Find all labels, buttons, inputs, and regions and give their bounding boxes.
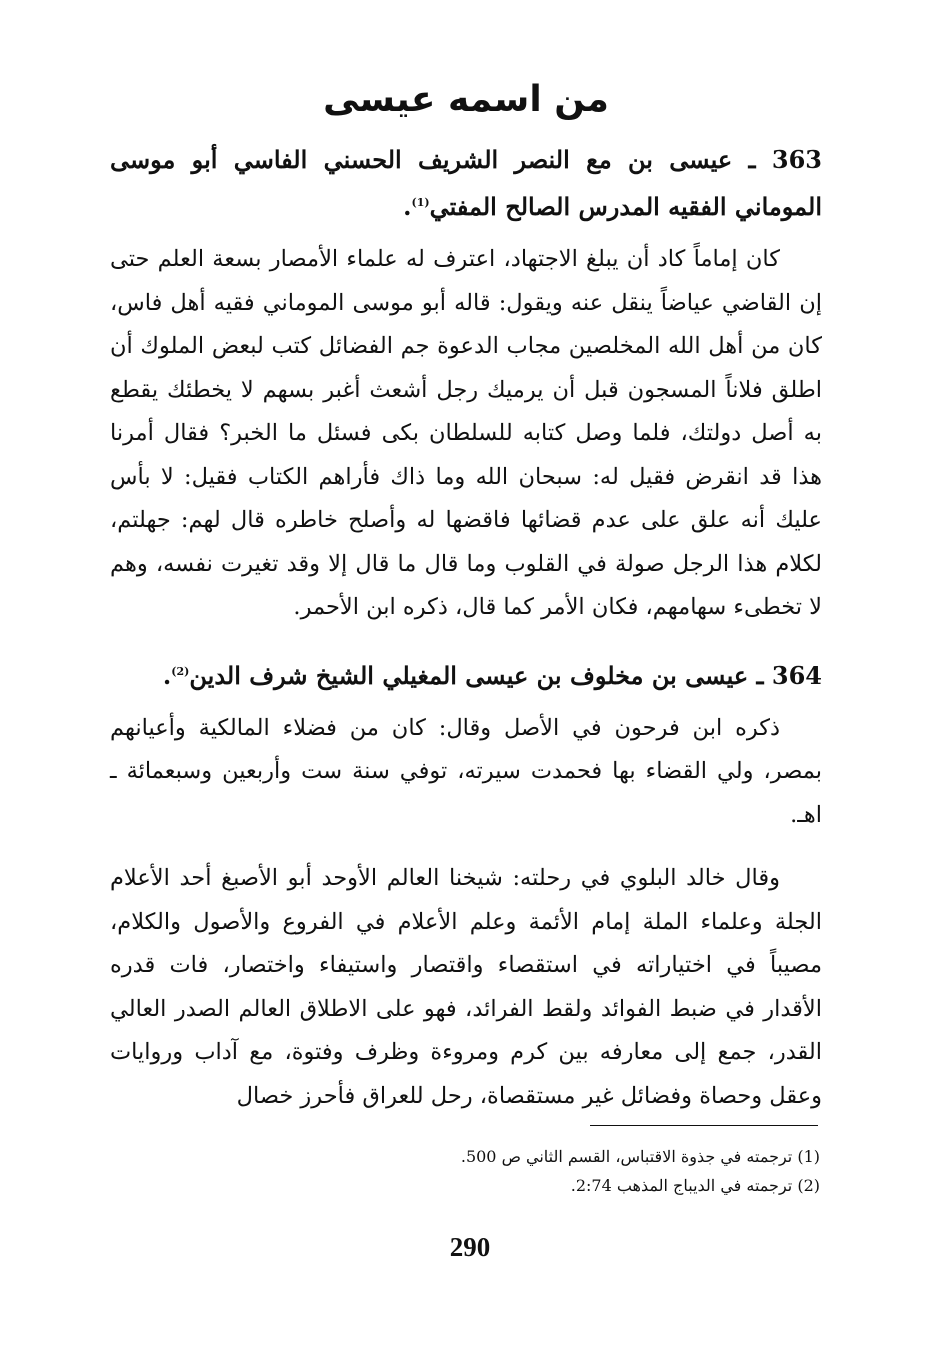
page-number: 290 xyxy=(449,1232,491,1262)
footnotes xyxy=(350,1142,820,1200)
footnote-ref[interactable]: (1) xyxy=(411,196,430,209)
entry-heading-text: ـ عيسى بن مخلوف بن عيسى المغيلي الشيخ شرف الدين xyxy=(189,660,772,690)
entry-paragraph: وقال خالد البلوي في رحلته: شيخنا العالم الأوحد أبو الأصبغ أحد الأعلام الجلة وعلماء الملة إمام الأئمة وعلم الأعلام في الفروع والأصول والكلام، مصيباً في اختياراته في استقصاء واقتصار واستيفاء واختصار، فات قدره الأقدار في ضبط الفوائد ولقط الفرائد، فهو على الاطلاق العالم الصدر العالي القدر، جمع إلى معارفه بين كرم ومروءة وظرف وفتوة، مع آداب وروايات وعقل وحصاة وفضائل غير مستقصاة، رحل للعراق فأحرز خصال xyxy=(110,865,823,1109)
entry-number: 363 xyxy=(771,145,822,174)
chapter-title: من اسمه عيسى xyxy=(323,79,609,120)
footnote-1: (1) ترجمته في جذوة الاقتباس، القسم الثاني ص 500. xyxy=(460,1147,820,1166)
footnote-ref[interactable]: (2) xyxy=(171,664,190,678)
entry-heading-363: 363 ـ عيسى بن مع النصر الشريف الحسني الفاسي أبو موسى الموماني الفقيه المدرس الصالح المفتي$^{(1)}$. xyxy=(110,145,822,221)
entry-number: 364 xyxy=(771,660,822,690)
entry-heading-364: 364 ـ عيسى بن مخلوف بن عيسى المغيلي الشيخ شرف الدين$^{(2)}$. xyxy=(162,660,822,690)
entry-paragraph: كان إماماً كاد أن يبلغ الاجتهاد، اعترف له علماء الأمصار بسعة العلم حتى إن القاضي عياضاً ينقل عنه ويقول: قاله أبو موسى الموماني فقيه أهل فاس، كان من أهل الله المخلصين مجاب الدعوة جم الفضائل كتب لبعض الملوك أن اطلق فلاناً المسجون قبل أن يرميك رجل أشعث أغبر بسهم لا يخطئك يقطع به أصل دولتك، فلما وصل كتابه للسلطان بكى فسئل ما الخبر؟ فقال أمرنا هذا قد انقرض فقيل له: سبحان الله وما ذاك فأراهم الكتاب فقيل: لا بأس عليك أنه علق على عدم قضائها فاقضها له وأصلح خاطره قال لهم: جهلتم، لكلام هذا الرجل صولة في القلوب وما قال ما قال إلا وقد تغيرت نفسه، وهم لا تخطىء سهامهم، فكان الأمر كما قال، ذكره ابن الأحمر. xyxy=(110,246,822,620)
footnote-2: (2) ترجمته في الديباج المذهب 2:74. xyxy=(570,1176,820,1195)
footnote-divider xyxy=(590,1125,818,1126)
entry-heading-text: ـ عيسى بن مع النصر الشريف الحسني الفاسي أبو موسى الموماني الفقيه المدرس الصالح المفتي xyxy=(110,145,822,221)
page-body xyxy=(110,70,822,1118)
entry-paragraph: ذكره ابن فرحون في الأصل وقال: كان من فضلاء المالكية وأعيانهم بمصر، ولي القضاء بها فحمدت سيرته، توفي سنة ست وأربعين وسبعمائة ـ اهـ. xyxy=(110,714,822,828)
